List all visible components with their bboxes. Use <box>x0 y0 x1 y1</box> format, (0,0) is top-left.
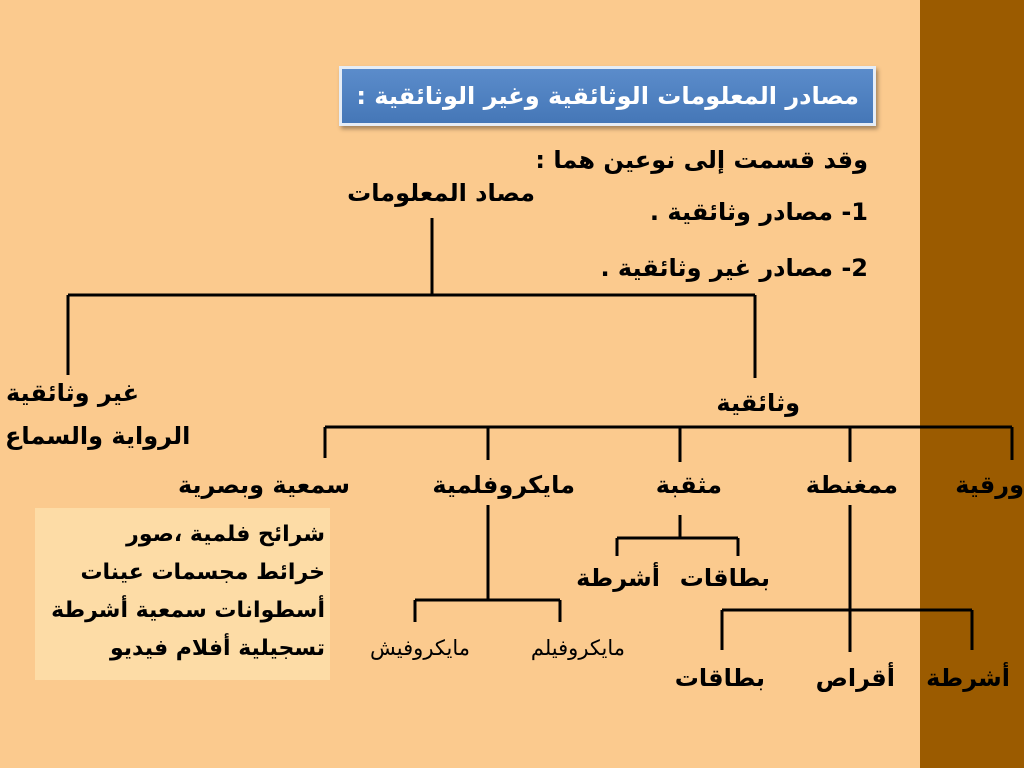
example-line: خرائط مجسمات عينات <box>80 560 325 585</box>
magnetic-cards-label: بطاقات <box>674 664 765 692</box>
microfilm-roll-label: مايكروفيلم <box>530 636 625 660</box>
punched-tapes-label: أشرطة <box>576 564 660 592</box>
oral-tradition-label: الرواية والسماع <box>5 422 191 450</box>
magnetic-discs-label: أقراص <box>815 664 895 692</box>
branch-audiovisual-label: سمعية وبصرية <box>177 471 350 499</box>
slide-title: مصادر المعلومات الوثائقية وغير الوثائقية : <box>356 82 859 110</box>
magnetic-tapes-label: أشرطة <box>926 664 1010 692</box>
branch-magnetic-label: ممغنطة <box>805 471 898 499</box>
example-line: أسطوانات سمعية أشرطة <box>51 598 325 623</box>
branch-paper-label: ورقية <box>955 471 1024 499</box>
example-line: تسجيلية أفلام فيديو <box>109 636 325 661</box>
audiovisual-examples-box <box>35 508 330 680</box>
documentary-label: وثائقية <box>716 389 800 417</box>
non-documentary-label: غير وثائقية <box>6 379 140 407</box>
branch-microfilm-label: مايكروفلمية <box>432 471 575 499</box>
punched-cards-label: بطاقات <box>679 564 770 592</box>
type-item-1: 1- مصادر وثائقية . <box>649 198 868 226</box>
tree-root-label: مصاد المعلومات <box>347 179 535 207</box>
branch-punched-label: مثقبة <box>655 471 722 499</box>
type-item-2: 2- مصادر غير وثائقية . <box>600 254 868 282</box>
microfiche-label: مايكروفيش <box>370 636 470 660</box>
intro-text: وقد قسمت إلى نوعين هما : <box>535 146 868 174</box>
example-line: شرائح فلمية ،صور <box>126 522 325 547</box>
